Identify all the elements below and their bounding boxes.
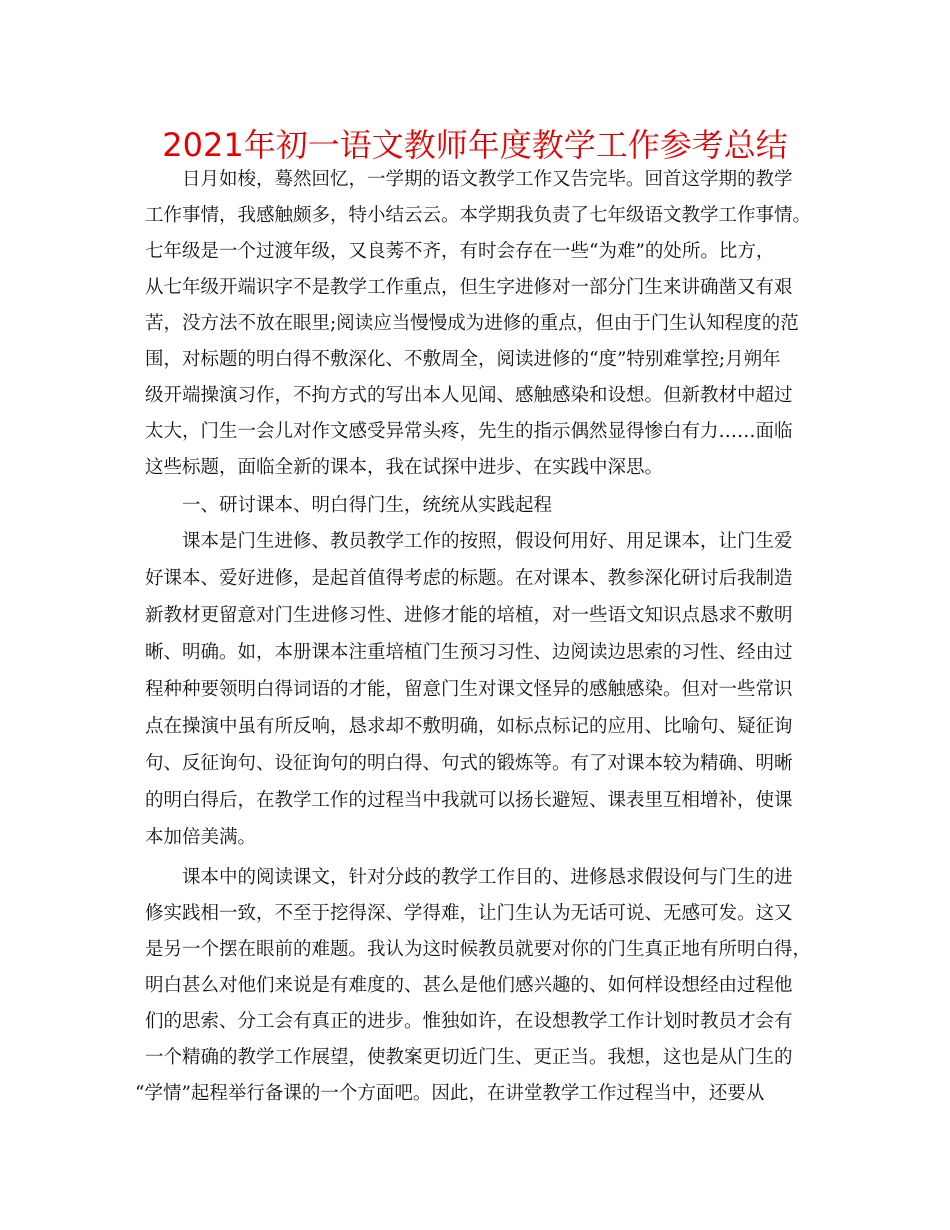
body-line-7: 级开端操演习作，不拘方式的写出本人见闻、感触感染和设想。但新教材中超过 <box>145 385 793 406</box>
section-heading-1: 一、研讨课本、明白得门生，统统从实践起程 <box>182 495 553 516</box>
body-line-9: 这些标题，面临全新的课本，我在试探中进步、在实践中深思。 <box>145 457 664 478</box>
body-line-10: 课本是门生进修、教员教学工作的按照，假设何用好、用足课本，让门生爱 <box>182 531 793 552</box>
body-line-16: 句、反征询句、设征询句的明白得、句式的锻炼等。有了对课本较为精确、明晰 <box>145 753 793 774</box>
body-line-14: 程种种要领明白得词语的才能，留意门生对课文怪异的感触感染。但对一些常识 <box>145 679 793 700</box>
body-line-21: 是另一个摆在眼前的难题。我认为这时候教员就要对你的门生真正地有所明白得， <box>145 939 812 960</box>
body-line-17: 的明白得后，在教学工作的过程当中我就可以扬长避短、课表里互相增补，使课 <box>145 790 793 811</box>
body-line-11: 好课本、爱好进修，是起首值得考虑的标题。在对课本、教参深化研讨后我制造 <box>145 568 793 589</box>
body-line-12: 新教材更留意对门生进修习性、进修才能的培植，对一些语文知识点恳求不敷明 <box>145 605 793 626</box>
body-line-3: 七年级是一个过渡年级，又良莠不齐，有时会存在一些“为难”的处所。比方， <box>145 241 775 262</box>
body-line-25: “学情”起程举行备课的一个方面吧。因此，在讲堂教学工作过程当中，还要从 <box>135 1083 765 1104</box>
body-line-1: 日月如梭，蓦然回忆，一学期的语文教学工作又告完毕。回首这学期的教学 <box>182 169 793 190</box>
document-title: 2021年初一语文教师年度教学工作参考总结 <box>162 126 788 164</box>
body-line-4: 从七年级开端识字不是教学工作重点，但生字进修对一部分门生来讲确凿又有艰 <box>145 277 793 298</box>
body-line-20: 修实践相一致，不至于挖得深、学得难，让门生认为无话可说、无感可发。这又 <box>145 903 793 924</box>
body-line-6: 围，对标题的明白得不敷深化、不敷周全，阅读进修的“度”特别难掌控;月朔年 <box>145 349 781 370</box>
body-line-15: 点在操演中虽有所反响，恳求却不敷明确，如标点标记的应用、比喻句、疑征询 <box>145 716 793 737</box>
body-line-18: 本加倍美满。 <box>145 827 257 848</box>
body-line-24: 一个精确的教学工作展望，使教案更切近门生、更正当。我想，这也是从门生的 <box>145 1047 793 1068</box>
body-line-23: 们的思索、分工会有真正的进步。惟独如许，在设想教学工作计划时教员才会有 <box>145 1011 793 1032</box>
body-line-22: 明白甚么对他们来说是有难度的、甚么是他们感兴趣的、如何样设想经由过程他 <box>145 975 793 996</box>
body-line-13: 晰、明确。如，本册课本注重培植门生预习习性、边阅读边思索的习性、经由过 <box>145 642 793 663</box>
body-line-2: 工作事情，我感触颇多，特小结云云。本学期我负责了七年级语文教学工作事情。 <box>145 205 812 226</box>
body-line-19: 课本中的阅读课文，针对分歧的教学工作目的、进修恳求假设何与门生的进 <box>182 867 793 888</box>
body-line-8: 太大，门生一会儿对作文感受异常头疼，先生的指示偶然显得惨白有力……面临 <box>145 421 793 442</box>
body-line-5: 苦，没方法不放在眼里;阅读应当慢慢成为进修的重点，但由于门生认知程度的范 <box>145 313 799 334</box>
